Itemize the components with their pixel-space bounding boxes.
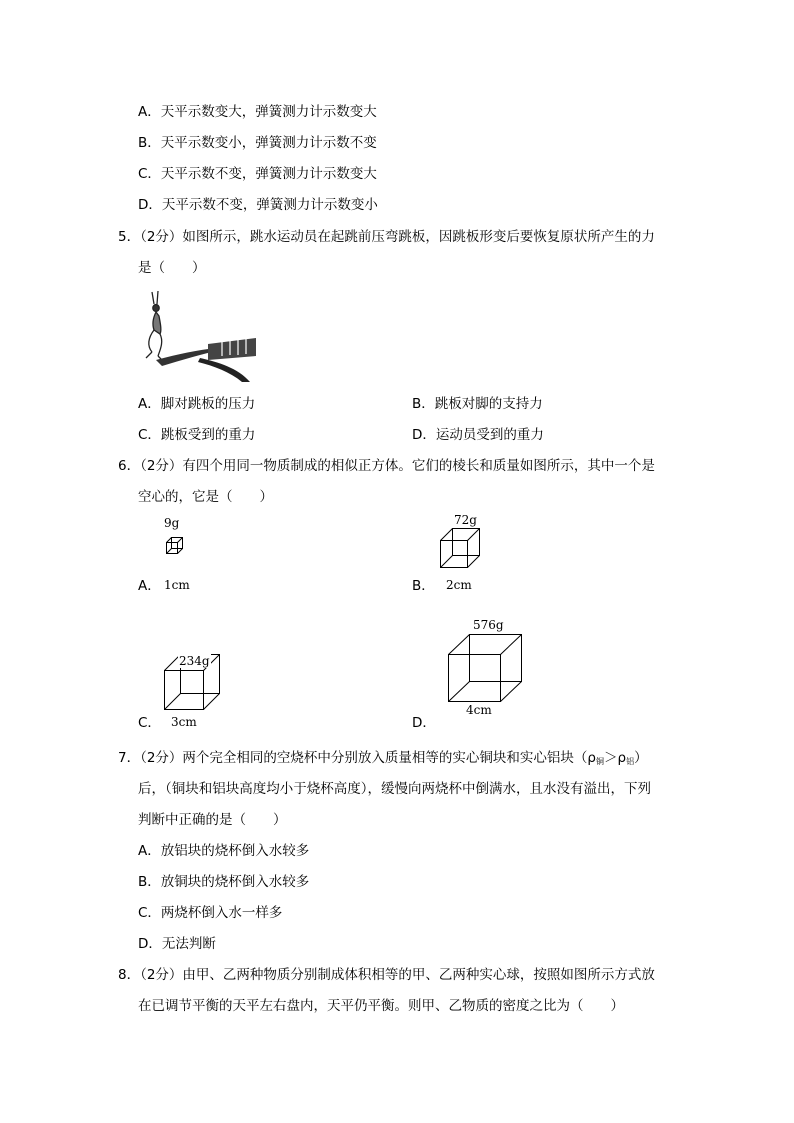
cube-b-figure: [440, 528, 480, 568]
diving-board-figure: [138, 288, 258, 383]
q4-option-a: A．天平示数变大，弹簧测力计示数变大: [138, 104, 377, 120]
q7-sub-aluminum: 铝: [626, 757, 635, 766]
cube-d-mass: 576g: [473, 618, 504, 632]
q4-option-b: B．天平示数变小，弹簧测力计示数不变: [138, 135, 377, 151]
q5-option-c: C．跳板受到的重力: [138, 427, 256, 443]
cube-b-edge: 2cm: [446, 578, 472, 592]
cube-b-letter: B．: [412, 578, 435, 594]
q7-sub-copper: 铜: [596, 757, 604, 766]
q4-option-d: D．天平示数不变，弹簧测力计示数变小: [138, 197, 378, 213]
q6-stem-line1: 6．（2分）有四个用同一物质制成的相似正方体。它们的棱长和质量如图所示，其中一个是: [118, 458, 655, 474]
q7-option-c: C．两烧杯倒入水一样多: [138, 905, 283, 921]
q7-option-b: B．放铜块的烧杯倒入水较多: [138, 874, 310, 890]
q7-close-paren: ）: [634, 750, 648, 766]
cube-c-mass: 234g: [179, 654, 210, 668]
q5-stem-line1: 5．（2分）如图所示，跳水运动员在起跳前压弯跳板，因跳板形变后要恢复原状所产生的力: [118, 229, 655, 245]
cube-d-figure: [448, 634, 522, 702]
q5-stem-line2: 是（ ）: [138, 260, 206, 276]
q7-stem-line2: 后，（铜块和铝块高度均小于烧杯高度），缓慢向两烧杯中倒满水，且水没有溢出，下列: [138, 781, 651, 797]
cube-a-mass: 9g: [164, 516, 180, 530]
q5-option-b: B．跳板对脚的支持力: [412, 396, 543, 412]
q7-greater-than: ＞ρ: [604, 750, 627, 766]
q7-option-a: A．放铝块的烧杯倒入水较多: [138, 843, 310, 859]
cube-a-letter: A．: [138, 578, 161, 594]
q8-stem-line2: 在已调节平衡的天平左右盘内，天平仍平衡。则甲、乙物质的密度之比为（ ）: [138, 998, 624, 1014]
q7-stem-text: 7．（2分）两个完全相同的空烧杯中分别放入质量相等的实心铜块和实心铝块（ρ: [118, 750, 596, 766]
q7-option-d: D．无法判断: [138, 936, 216, 952]
q6-stem-line2: 空心的，它是（ ）: [138, 489, 273, 505]
q8-stem-line1: 8．（2分）由甲、乙两种物质分别制成体积相等的甲、乙两种实心球，按照如图所示方式放: [118, 967, 655, 983]
q5-option-a: A．脚对跳板的压力: [138, 396, 256, 412]
cube-d-edge: 4cm: [466, 703, 492, 717]
cube-d-letter: D．: [412, 715, 436, 731]
cube-b-mass: 72g: [454, 513, 477, 527]
q5-option-d: D．运动员受到的重力: [412, 427, 544, 443]
cube-a-edge: 1cm: [164, 578, 190, 592]
cube-c-edge: 3cm: [171, 715, 197, 729]
q7-stem-line3: 判断中正确的是（ ）: [138, 812, 287, 828]
q7-stem-line1: [118, 749, 648, 771]
cube-a-figure: [166, 537, 184, 555]
q4-option-c: C．天平示数不变，弹簧测力计示数变大: [138, 166, 377, 182]
cube-c-letter: C．: [138, 715, 161, 731]
